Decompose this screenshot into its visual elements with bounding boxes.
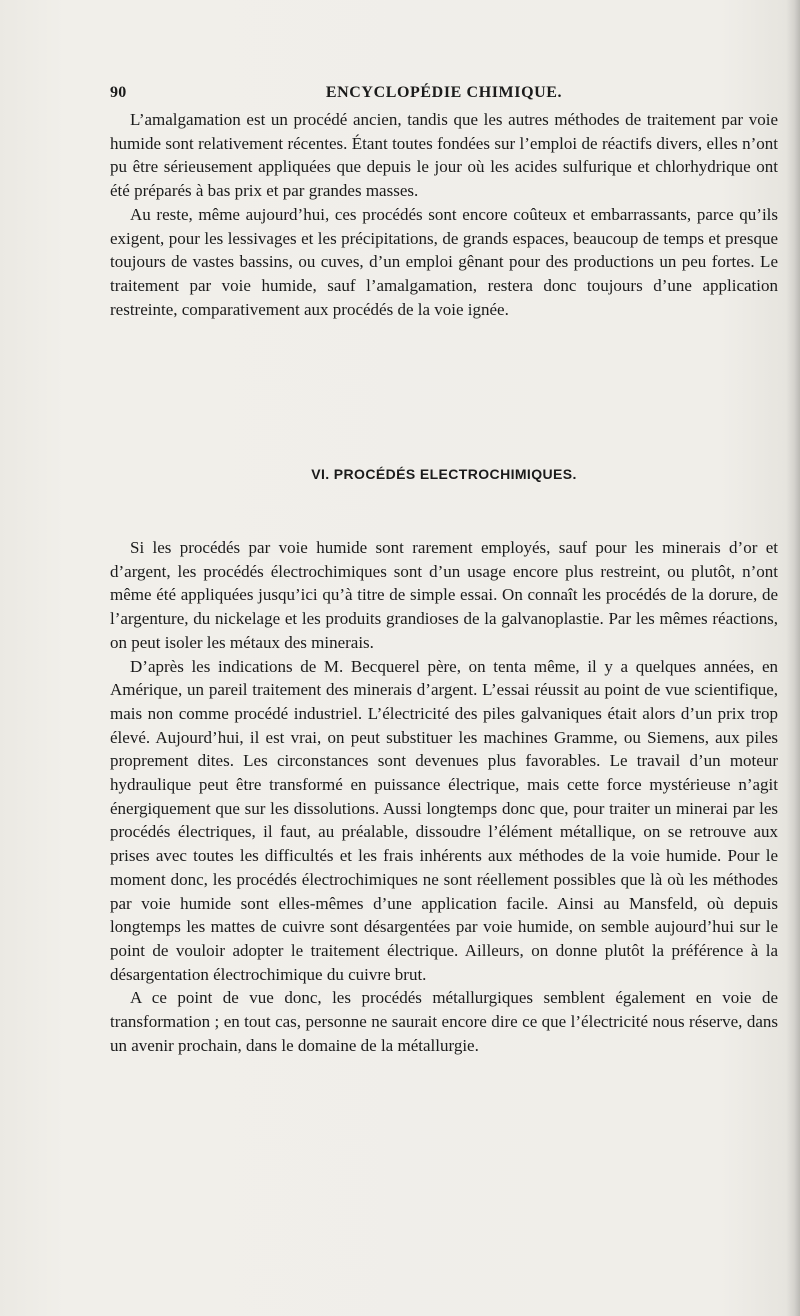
section-heading: VI. PROCÉDÉS ELECTROCHIMIQUES. [311,466,577,482]
paragraph: Au reste, même aujourd’hui, ces procédés sont encore coûteux et embarrassants, parce qu’ils exigent, pour les lessivages et les précipitations, de grands espaces, beaucoup de temps et presque toujours de vastes bassins, ou cuves, d’un emploi gênant pour des productions un peu fortes. Le traitement par voie humide, sauf l’amalgamation, restera donc toujours d’une application restreinte, comparativement aux procédés de la voie ignée. [110,204,778,319]
paragraph: D’après les indications de M. Becquerel père, on tenta même, il y a quelques années, en Amérique, un pareil traitement des minerais d’argent. L’essai réussit au point de vue scientifique, mais non comme procédé industriel. L’électricité des piles galvaniques était alors d’un prix trop élevé. Aujourd’hui, il est vrai, on peut substituer les machines Gramme, ou Siemens, aux piles proprement dites. Les circonstances sont devenues plus favorables. Le travail d’un moteur hydraulique peut être transformé en puissance électrique, mais cette force mystérieuse n’agit énergiquement que sur les dissolutions. Aussi longtemps donc que, pour traiter un minerai par les procédés électriques, il faut, au préalable, dissoudre l’élément métallique, on se retrouve aux prises avec toutes les difficultés et les frais inhérents aux méthodes de la voie humide. Pour le moment donc, les procédés électrochimiques ne sont réellement possibles que là où les méthodes par voie humide sont elles-mêmes d’une application facile. Ainsi au Mansfeld, où depuis longtemps les mattes de cuivre sont désargentées par voie humide, on semble aujourd’hui sur le point de vouloir adopter le traitement électrique. Ailleurs, on donne plutôt la préférence à la désargentation électrochimique du cuivre brut. [110,656,778,984]
paragraph: L’amalgamation est un procédé ancien, tandis que les autres méthodes de traitement par voie humide sont relativement récentes. Étant toutes fondées sur l’emploi de réactifs divers, elles n’ont pu être sérieusement appliquées que depuis le jour où les acides sulfurique et chlorhydrique ont été préparés à bas prix et par grandes masses. [110,110,778,201]
paragraph: A ce point de vue donc, les procédés métallurgiques semblent également en voie de transformation ; en tout cas, personne ne saurait encore dire ce que l’électricité nous réserve, dans un avenir prochain, dans le domaine de la métallurgie. [110,988,778,1055]
page-number: 90 [110,84,127,101]
running-title: ENCYCLOPÉDIE CHIMIQUE. [325,84,563,101]
page-edge-shadow [786,0,800,1316]
running-head [110,84,778,108]
text-block-after-section [110,536,778,1057]
text-block-before-section [110,108,778,321]
paragraph: Si les procédés par voie humide sont rarement employés, sauf pour les minerais d’or et d’argent, les procédés électrochimiques sont d’un usage encore plus restreint, ou plutôt, n’ont même été appliquées jusqu’ici qu’à titre de simple essai. On connaît les procédés de la dorure, de l’argenture, du nickelage et les produits grandioses de la galvanoplastie. Par les mêmes réactions, on peut isoler les métaux des minerais. [110,538,778,652]
